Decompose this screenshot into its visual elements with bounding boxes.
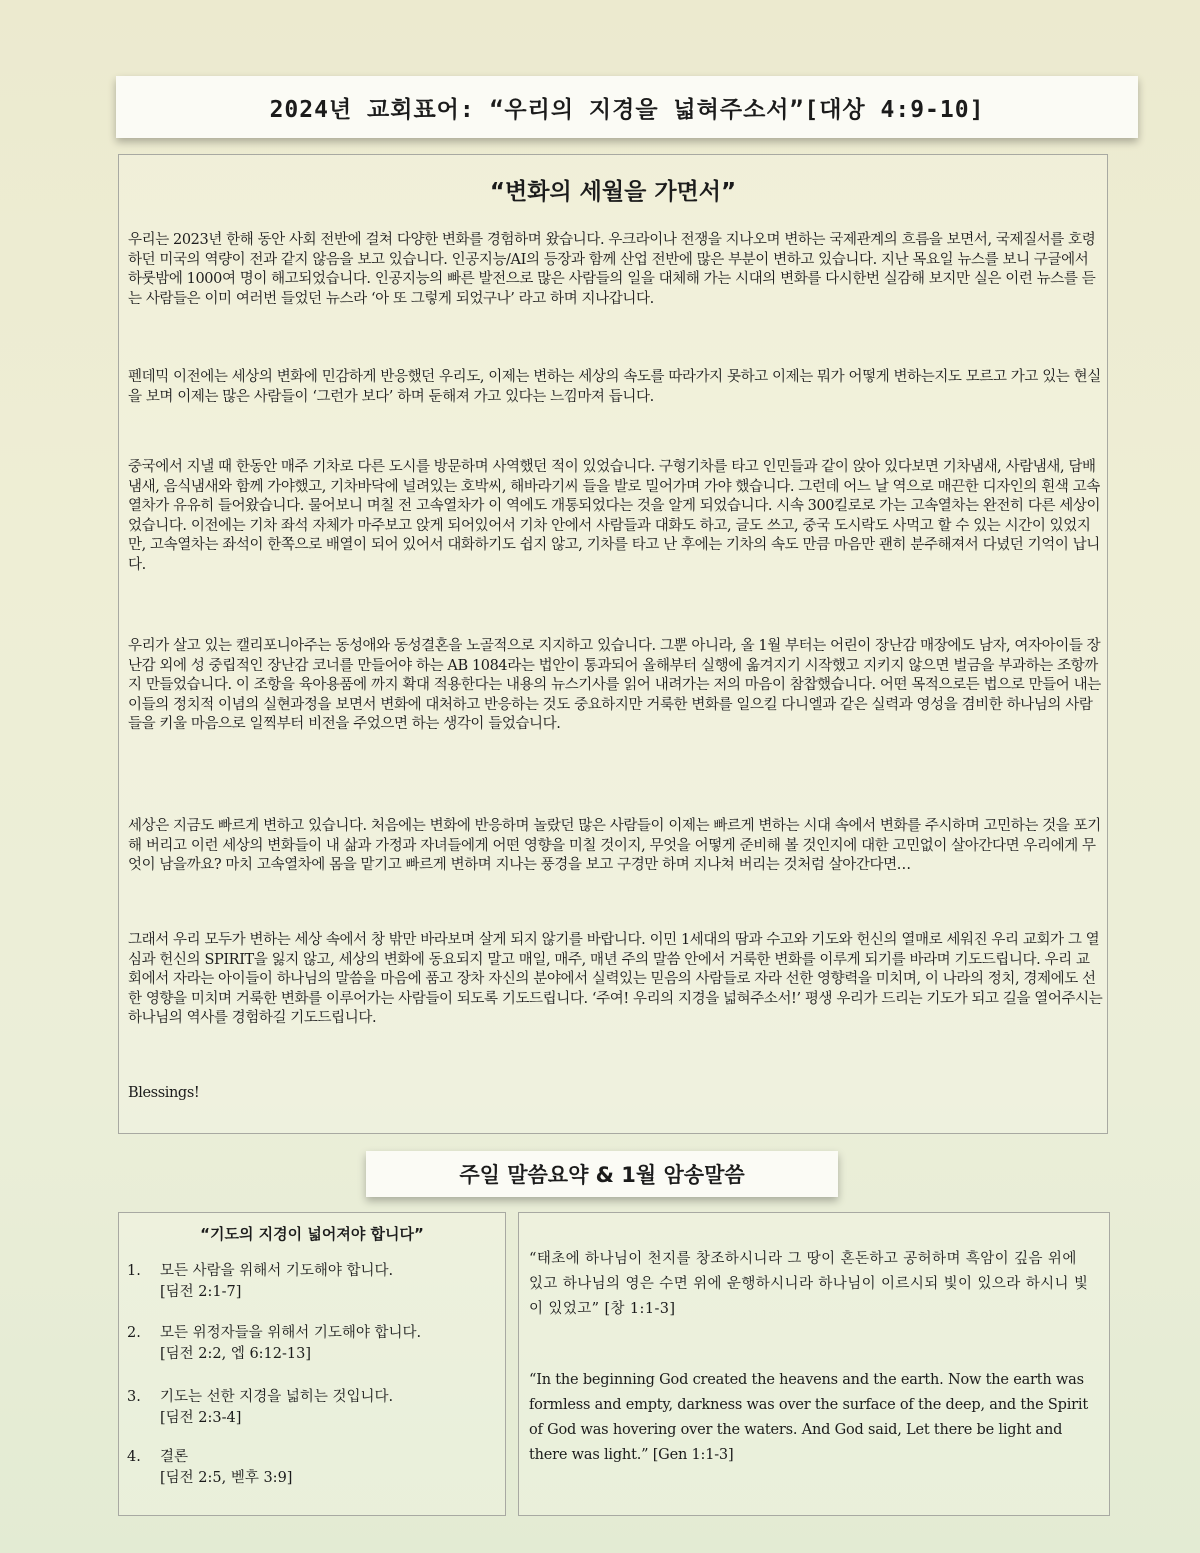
column-paragraph-3: 중국에서 지낼 때 한동안 매주 기차로 다른 도시를 방문하며 사역했던 적이 있었습니다. 구형기차를 타고 인민들과 같이 앉아 있다보면 기차냄새, 사람냄새, 담배냄새, 음식냄새와 함께 가야했고, 기차바닥에 널려있는 호박씨, 해바라기씨 들을 발로 밀어가며 가야 했습니다. 그런데 어느 날 역으로 매끈한 디자인의 흰색 고속열차가 유유히 들어왔습니다. 물어보니 며칠 전 고속열차가 이 역에도 개통되었다는 것을 알게 되었습니다. 시속 300킬로로 가는 고속열차는 완전히 다른 세상이었습니다. 이전에는 기차 좌석 자체가 마주보고 앉게 되어있어서 기차 안에서 사람들과 대화도 하고, 글도 쓰고, 중국 도시락도 사먹고 할 수 있는 시간이 있었지만, 고속열차는 좌석이 한쪽으로 배열이 되어 있어서 대화하기도 쉽지 않고, 기차를 타고 난 후에는 기차의 속도 만큼 마음만 괜히 분주해져서 다녔던 기억이 납니다.	[128, 459, 1101, 573]
point-text: 결론	[160, 1449, 189, 1465]
column-paragraph-2: 펜데믹 이전에는 세상의 변화에 민감하게 반응했던 우리도, 이제는 변하는 세상의 속도를 따라가지 못하고 이제는 뭐가 어떻게 변하는지도 모르고 가고 있는 현실을 보며 이제는 많은 사람들이 ‘그런가 보다’ 하며 둔해져 가고 있다는 느낌마져 듭니다.	[128, 369, 1101, 405]
sermon-point	[127, 1387, 497, 1429]
column-paragraph-4: 우리가 살고 있는 캘리포니아주는 동성애와 동성결혼을 노골적으로 지지하고 있습니다. 그뿐 아니라, 올 1월 부터는 어린이 장난감 매장에도 남자, 여자아이들 장난감 외에 성 중립적인 장난감 코너를 만들어야 하는 AB 1084라는 법안이 통과되어 올해부터 실행에 옮겨지기 시작했고 지키지 않으면 벌금을 부과하는 조항까지 만들었습니다. 이 조항을 육아용품에 까지 확대 적용한다는 내용의 뉴스기사를 읽어 내려가는 저의 마음이 참찹했습니다. 어떤 목적으로든 법으로 만들어 내는 이들의 정치적 이념의 실현과정을 보면서 변화에 대처하고 반응하는 것도 중요하지만 거룩한 변화를 일으킬 다니엘과 같은 실력과 영성을 겸비한 하나님의 사람들을 키울 마음으로 일찍부터 비전을 주었으면 하는 생각이 들었습니다.	[128, 638, 1101, 732]
sermon-summary	[118, 1212, 506, 1516]
memory-verse	[518, 1212, 1110, 1516]
point-reference: [딤전 2:1-7]	[160, 1284, 242, 1300]
point-number: 3.	[127, 1389, 141, 1405]
point-reference: [딤전 2:5, 벧후 3:9]	[160, 1470, 293, 1486]
point-reference: [딤전 2:3-4]	[160, 1410, 242, 1426]
sermon-point	[127, 1447, 497, 1489]
column-paragraph-5: 세상은 지금도 빠르게 변하고 있습니다. 처음에는 변화에 반응하며 놀랐던 많은 사람들이 이제는 빠르게 변하는 시대 속에서 변화를 주시하며 고민하는 것을 포기해 버리고 이런 세상의 변화들이 내 삶과 가정과 자녀들에게 어떤 영향을 미칠 것이지, 무엇을 어떻게 준비해 볼 것인지에 대한 고민없이 살아간다면 우리에게 무엇이 남을까요? 마치 고속열차에 몸을 맡기고 빠르게 변하며 지나는 풍경을 보고 구경만 하며 지나쳐 버리는 것처럼 살아간다면…	[128, 818, 1101, 873]
point-number: 2.	[127, 1325, 141, 1341]
church-motto: 2024년 교회표어: “우리의 지경을 넓혀주소서”[대상 4:9-10]	[269, 96, 985, 123]
point-text: 모든 사람을 위해서 기도해야 합니다.	[160, 1263, 394, 1279]
memory-verse-english: “In the beginning God created the heavens and the earth. Now the earth was formless and empty, darkness was over the surface of the deep, and the Spirit of God was hovering over the waters. And God said, Let there be light and there was light.” [Gen 1:1-3]	[529, 1372, 1088, 1463]
section-heading-text: 주일 말씀요약 & 1월 암송말씀	[459, 1163, 745, 1187]
point-number: 1.	[127, 1263, 141, 1279]
sermon-title: “기도의 지경이 넓어져야 합니다”	[200, 1225, 424, 1243]
column-paragraph-6: 그래서 우리 모두가 변하는 세상 속에서 창 밖만 바라보며 살게 되지 않기를 바랍니다. 이민 1세대의 땀과 수고와 기도와 헌신의 열매로 세워진 우리 교회가 그 열심과 헌신의 SPIRIT을 잃지 않고, 세상의 변화에 동요되지 말고 매일, 매주, 매년 주의 말씀 안에서 거룩한 변화를 이루게 되기를 바라며 기도드립니다. 우리 교회에서 자라는 아이들이 하나님의 말씀을 마음에 품고 장차 자신의 분야에서 실력있는 믿음의 사람들로 자라 선한 영향력을 미치며, 이 나라의 정치, 경제에도 선한 영향을 미치며 거룩한 변화를 이루어가는 사람들이 되도록 기도드립니다. ‘주여! 우리의 지경을 넓혀주소서!’ 평생 우리가 드리는 기도가 되고 길을 열어주시는 하나님의 역사를 경험하길 기도드립니다.	[128, 932, 1103, 1026]
church-motto-banner	[116, 76, 1138, 138]
point-text: 기도는 선한 지경을 넓히는 것입니다.	[160, 1389, 394, 1405]
column-signoff: Blessings!	[128, 1085, 200, 1101]
point-text: 모든 위정자들을 위해서 기도해야 합니다.	[160, 1325, 422, 1341]
column-title: “변화의 세월을 가면서”	[489, 179, 737, 205]
sermon-point	[127, 1323, 497, 1365]
memory-verse-korean: “태초에 하나님이 천지를 창조하시니라 그 땅이 혼돈하고 공허하며 흑암이 깊음 위에 있고 하나님의 영은 수면 위에 운행하시니라 하나님이 이르시되 빛이 있으라 하시니 빛이 있었고” [창 1:1-3]	[529, 1251, 1089, 1317]
column-paragraph-1: 우리는 2023년 한해 동안 사회 전반에 걸쳐 다양한 변화를 경험하며 왔습니다. 우크라이나 전쟁을 지나오며 변하는 국제관계의 흐름을 보면서, 국제질서를 호령하던 미국의 역량이 전과 같지 않음을 보고 있습니다. 인공지능/AI의 등장과 함께 산업 전반에 많은 부분이 변하고 있습니다. 지난 목요일 뉴스를 보니 구글에서 하룻밤에 1000여 명이 해고되었습니다. 인공지능의 빠른 발전으로 많은 사람들의 일을 대체해 가는 시대의 변화를 다시한번 실감해 보지만 실은 이런 뉴스를 듣는 사람들은 이미 여러번 들었던 뉴스라 ‘아 또 그렇게 되었구나’ 라고 하며 지나갑니다.	[128, 232, 1096, 307]
sermon-point	[127, 1261, 497, 1303]
section-heading	[366, 1151, 838, 1197]
point-reference: [딤전 2:2, 엡 6:12-13]	[160, 1346, 312, 1362]
point-number: 4.	[127, 1449, 141, 1465]
pastor-column	[118, 154, 1108, 1134]
